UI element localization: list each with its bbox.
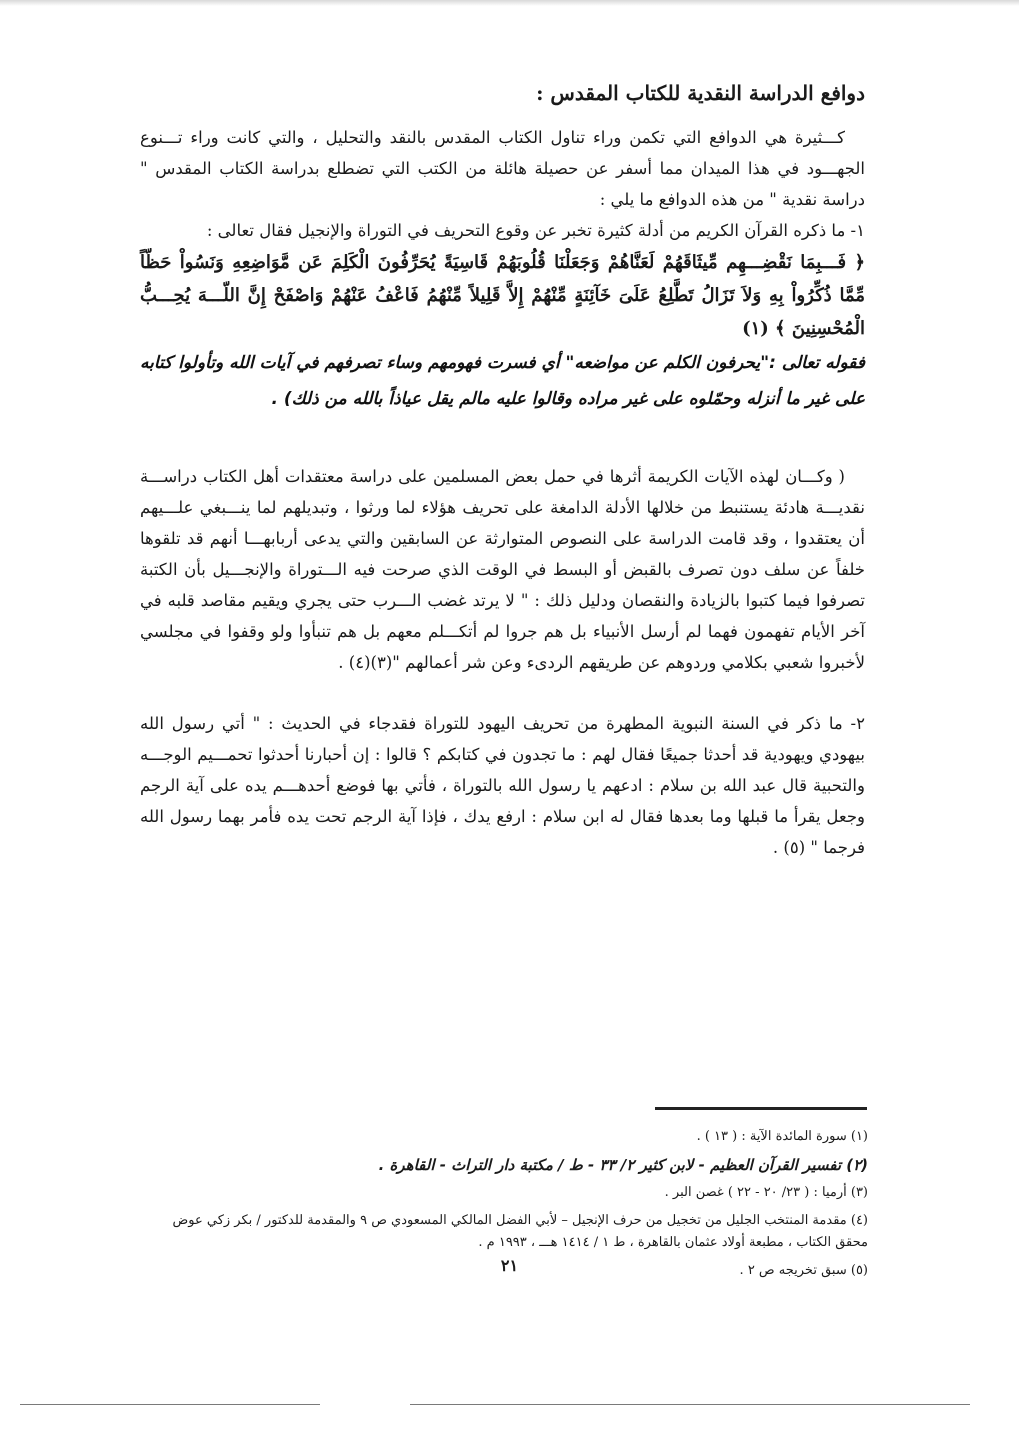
page-body xyxy=(140,78,865,863)
footnote-5: (٥) سبق تخريجه ص ٢ . xyxy=(739,1263,868,1278)
section-heading: دوافع الدراسة النقدية للكتاب المقدس : xyxy=(536,81,865,105)
paragraph-2: ( وكـــان لهذه الآيات الكريمة أثرها في حمل بعض المسلمين على دراسة معتقدات أهل الكتاب دراســـة نقديـــة هادئة يستنبط من خلالها الأدلة الدامغة على تحريف هؤلاء لما ورثوا ، وتبديلهم لما ينـــبغي علـــيهم أن يعتقدوا ، وقد قامت الدراسة على النصوص المتوارثة عن السابقين والتي يدعى أربابهـــا أنهم قد تلقوها خلفاً عن سلف دون تصرف بالقبض أو البسط في الوقت الذي صرحت فيه الـــتوراة والإنجـــيل بأن الكتبة تصرفوا فيما كتبوا بالزيادة والنقصان ودليل ذلك : " لا يرتد غضب الـــرب حتى يجري ويقيم مقاصد قلبه في آخر الأيام تفهمون فهما لم أرسل الأنبياء بل هم جروا لم أتكـــلم معهم بل هم تنبأوا ولو وقفوا في مجلسي لأخبروا شعبي بكلامي وردوهم عن طريقهم الردىء وعن شر أعمالهم "(٣)(٤) . xyxy=(140,467,865,672)
intro-paragraph: كـــثيرة هي الدوافع التي تكمن وراء تناول الكتاب المقدس بالنقد والتحليل ، والتي كانت وراء تـــنوع الجهـــود في هذا الميدان مما أسفر عن حصيلة هائلة من الكتب التي تضطلع بدراسة الكتاب المقدس " دراسة نقدية " من هذه الدوافع ما يلي : xyxy=(140,128,865,209)
footnote-1: (١) سورة المائدة الآية : ( ١٣ ) . xyxy=(696,1129,868,1144)
point-2-paragraph: ٢- ما ذكر في السنة النبوية المطهرة من تحريف اليهود للتوراة فقدجاء في الحديث : " أتي رسول الله بيهودي ويهودية قد أحدثا جميعًا فقال لهم : ما تجدون في كتابكم ؟ قالوا : إن أحبارنا أحدثوا تحمـــيم الوجـــه والتحبية قال عبد الله بن سلام : ادعهم يا رسول الله بالتوراة ، فأتي بها فوضع أحدهـــم يده على آية الرجم وجعل يقرأ ما قبلها وما بعدها فقال له ابن سلام : ارفع يدك ، فإذا آية الرجم تحت يده فأمر بهما رسول الله فرجما " (٥) . xyxy=(140,714,865,857)
page-number: ٢١ xyxy=(500,1256,519,1275)
footnote-2: (٢) تفسير القرآن العظيم - لابن كثير ٢/ ٣٣ - ط / مكتبة دار التراث - القاهرة . xyxy=(378,1156,868,1174)
point-1-lead: ١- ما ذكره القرآن الكريم من أدلة كثيرة تخبر عن وقوع التحريف في التوراة والإنجيل فقال تعالى : xyxy=(206,221,865,240)
spacer xyxy=(140,678,865,708)
spacer xyxy=(140,417,865,461)
scan-edge-bottom-left xyxy=(20,1404,320,1405)
quran-verse: ﴿ فَـــبِمَا نَقْضِـــهِم مِّيثَاقَهُمْ لَعَنَّاهُمْ وَجَعَلْنَا قُلُوبَهُمْ قَاسِيَةً يُحَرِّفُونَ الْكَلِمَ عَن مَّوَاضِعِهِ وَنَسُواْ حَظّاً مِّمَّا ذُكِّرُواْ بِهِ وَلاَ تَزَالُ تَطَّلِعُ عَلَىَ خَآئِنَةٍ مِّنْهُمْ إِلاَّ قَلِيلاً مِّنْهُمُ فَاعْفُ عَنْهُمْ وَاصْفَحْ إِنَّ اللّـــهَ يُحِـــبُّ الْمُحْسِنِينَ ﴾ (١) xyxy=(140,252,865,339)
footnote-separator xyxy=(655,1107,867,1110)
scan-edge-bottom-right xyxy=(410,1404,970,1405)
scan-edge-top xyxy=(0,0,1019,6)
footnote-3: (٣) أرميا : ( ٢٣/ ٢٠ - ٢٢ ) غصن البر . xyxy=(664,1185,868,1200)
handwritten-note: فقوله تعالى :"يحرفون الكلم عن مواضعه" أي فسرت فهومهم وساء تصرفهم في آيات الله وتأولوا كتابه على غير ما أنزله وحمّلوه على غير مراده وقالوا عليه مالم يقل عياذاً بالله من ذلك) . xyxy=(139,353,865,409)
footnote-4: (٤) مقدمة المنتخب الجليل من تخجيل من حرف الإنجيل – لأبي الفضل المالكي المسعودي ص ٩ والمقدمة للدكتور / بكر زكي عوض محقق الكتاب ، مطبعة أولاد عثمان بالقاهرة ، ط ١ / ١٤١٤ هـــ ، ١٩٩٣ م . xyxy=(172,1213,868,1250)
